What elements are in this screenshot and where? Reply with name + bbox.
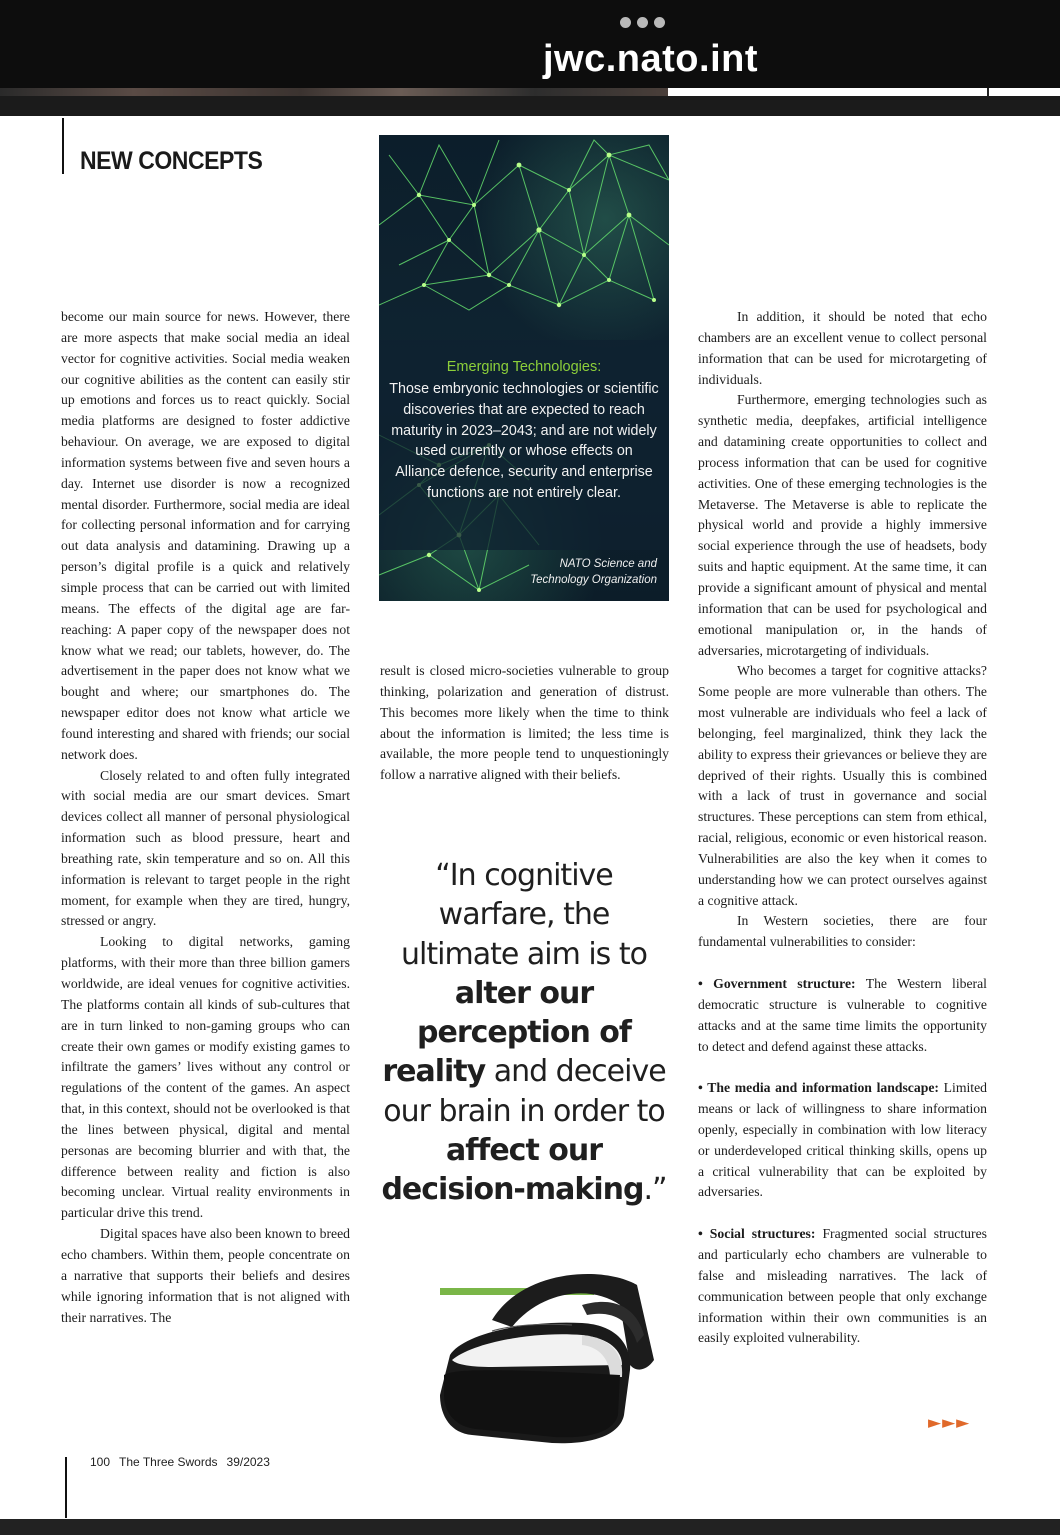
paragraph: result is closed micro-societies vulnerable to group thinking, polarization and generation of distrust. This becomes more likely when the time to think about the information is limited; the less time is available, the more people tend to unquestioningly follow a narrative aligned with their beliefs. xyxy=(380,663,669,783)
bullet-label: • Government structure: xyxy=(698,976,856,991)
sidebar-source-line1: NATO Science and xyxy=(559,558,657,570)
bullet-text: The Western liberal democratic structure is vulnerable to cognitive attacks and at the same time limits the opportunity to detect and defend against these attacks. xyxy=(698,976,987,1054)
sidebar-heading: Emerging Technologies: xyxy=(446,359,602,375)
header-dark-band xyxy=(0,96,1060,116)
pull-quote-text: “In cognitive warfare, the ultimate aim is to xyxy=(401,858,647,972)
page-footer xyxy=(90,1455,279,1469)
paragraph: Digital spaces have also been known to breed echo chambers. Within them, people concentrate on a narrative that supports their beliefs and desires while ignoring information that is not aligned with their narratives. The xyxy=(61,1226,350,1325)
continue-arrows-icon: ►►► xyxy=(928,1413,971,1433)
bullet-item xyxy=(698,974,987,1057)
emerging-technologies-box xyxy=(379,135,669,601)
pull-quote-text: .” xyxy=(643,1172,667,1208)
site-url[interactable]: jwc.nato.int xyxy=(543,38,758,80)
pull-quote xyxy=(380,856,668,1210)
sidebar-source xyxy=(457,556,657,588)
more-options-icon[interactable] xyxy=(620,17,665,28)
paragraph: Who becomes a target for cognitive attacks? Some people are more vulnerable than others. The most vulnerable are individuals who feel a lack of belonging, feel marginalized, think they lack the ability to express their grievances or believe they are deprived of their rights. Usually this is combined with a lack of trust in governance and social structures. These perceptions can stem from ethical, racial, religious, economic or even historical reason. Vulnerabilities are also the key when it comes to understanding how we can protect ourselves against a cognitive attack. xyxy=(698,663,987,908)
sidebar-source-line2: Technology Organization xyxy=(530,574,657,586)
bullet-label: • The media and information landscape: xyxy=(698,1080,939,1096)
body-column-3 xyxy=(698,307,987,1349)
body-column-2 xyxy=(380,661,669,786)
issue-number: 39/2023 xyxy=(226,1455,270,1469)
pull-quote-emphasis: alter our perception of reality xyxy=(382,975,631,1090)
body-column-1 xyxy=(61,307,350,1328)
header-divider-tick xyxy=(987,88,989,96)
bullet-text: Limited means or lack of willingness to share information openly, especially in combination with low literacy or underdeveloped critical thinking skills, opens up a critical vulnerability that can be exploited by adversaries. xyxy=(698,1080,988,1200)
bullet-label: • Social structures: xyxy=(698,1226,816,1242)
paragraph: Furthermore, emerging technologies such as synthetic media, deepfakes, artificial intelligence and datamining create opportunities to collect and process information that can be used for cognitive activities. One of these emerging technologies is the Metaverse. The Metaverse is able to replicate the physical world and provide a highly immersive social experience through the use of headsets, body suits and haptic equipment. At the same time, it can provide a significant amount of physical and mental information that can be used for psychological and emotional manipulation or, in the hands of adversaries, microtargeting of individuals. xyxy=(698,392,987,658)
section-title: NEW CONCEPTS xyxy=(80,147,263,175)
bullet-text: Fragmented social structures and particularly echo chambers are vulnerable to false and misleading narratives. The lack of communication between people that only exchange information within their own communities is an easily exploited vulnerability. xyxy=(698,1226,987,1346)
section-rule xyxy=(62,118,64,174)
vr-headset-image xyxy=(432,1265,662,1450)
browser-top-bar xyxy=(0,0,1060,88)
paragraph: In Western societies, there are four fundamental vulnerabilities to consider: xyxy=(698,913,987,950)
paragraph: Looking to digital networks, gaming platforms, with their more than three billion gamers worldwide, are ideal venues for cognitive activities. The platforms contain all kinds of sub-cultures that are in turn linked to non-gaming groups who can create their own games or modify existing games to infiltrate the gamers’ lives without any control or regulations of the content of the games. An aspect that, in this context, should not be overlooked is that the lines between physical, digital and mental personas are becoming blurrier and with that, the difference between reality and fiction is also becoming unclear. Virtual reality environments in particular drive this trend. xyxy=(61,934,350,1221)
browser-bottom-bar xyxy=(0,1519,1060,1535)
pull-quote-emphasis: affect our decision-making xyxy=(381,1133,644,1208)
paragraph: Closely related to and often fully integrated with social media are our smart devices. Smart devices collect all manner of personal physiological information such as blood pressure, heart and breathing rate, skin temperature and so on. All this information is relevant to target people in the right moment, for example when they are tired, hungry, stressed or angry. xyxy=(61,767,350,929)
magazine-title: The Three Swords xyxy=(119,1455,218,1469)
paragraph: In addition, it should be noted that echo chambers are an excellent venue to collect personal information that can be used for microtargeting of individuals. xyxy=(698,309,987,387)
bullet-item xyxy=(698,1078,987,1203)
page-number: 100 xyxy=(90,1455,111,1469)
bullet-item xyxy=(698,1224,987,1349)
pull-quote-text: and deceive our brain in order to xyxy=(383,1054,666,1129)
footer-rule xyxy=(65,1457,67,1518)
paragraph: become our main source for news. However, there are more aspects that make social media an ideal vector for cognitive activities. Social media weaken our cognitive abilities as the content can easily stir up emotions and forces us to react quickly. Social media platforms are designed to foster addictive behaviour. On average, we are exposed to digital information systems between five and seven hours a day. Internet use disorder is now a recognized mental disorder. Furthermore, social media are ideal for collecting personal information and for carrying out data analysis and datamining. Drawing up a person’s digital profile is a quick and relatively simple process that can be carried out with limited means. The effects of the digital age are far-reaching: A paper copy of the newspaper does not know what we read; our tablets, however, do. The advertisement in the paper does not know what we bought and where; our smartphones do. The newspaper editor does not know what article we found interesting and shared with friends; our social network does. xyxy=(61,309,350,762)
sidebar-definition: Those embryonic technologies or scientific discoveries that are expected to reach maturity in 2023–2043; and are not widely used currently or whose effects on Alliance defence, security and enterprise functions are not entirely clear. xyxy=(389,381,659,501)
